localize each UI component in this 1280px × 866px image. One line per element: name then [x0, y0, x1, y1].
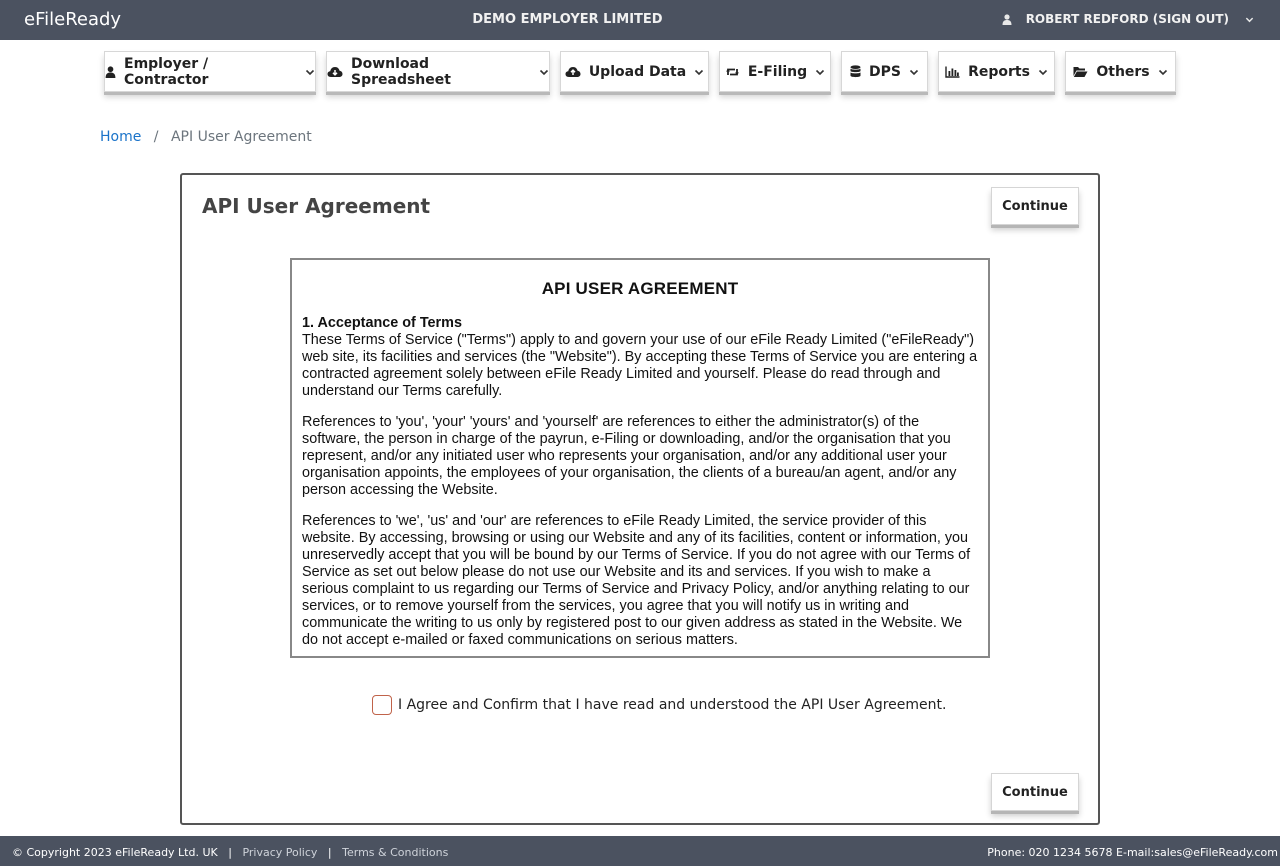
nav-label: DPS [869, 63, 901, 80]
folder-open-icon [1073, 66, 1088, 78]
breadcrumb-home-link[interactable]: Home [100, 129, 142, 145]
breadcrumb-separator: / [153, 129, 159, 145]
nav-label: Upload Data [588, 63, 687, 80]
nav-label: Download Spreadsheet [351, 55, 451, 88]
chevron-down-icon [1245, 15, 1254, 24]
user-menu[interactable] [1002, 12, 1254, 26]
brand-logo[interactable]: eFileReady [24, 9, 122, 30]
contact-info: Phone: 020 1234 5678 E-mail:sales@eFileReady.com [987, 846, 1278, 859]
footer-separator: | [228, 846, 232, 859]
chevron-down-icon [815, 67, 825, 77]
nav-reports[interactable] [938, 51, 1055, 92]
nav-dps[interactable] [841, 51, 928, 92]
continue-button-bottom[interactable]: Continue [991, 773, 1079, 811]
agreement-section-title: 1. Acceptance of Terms [302, 315, 462, 331]
database-icon [850, 65, 861, 78]
nav-label: Others [1096, 63, 1150, 80]
agreement-paragraph: These Terms of Service ("Terms") apply to and govern your use of our eFile Ready Limited ("eFileReady") web site, its facilities and services (the "Website"). By accepting these Terms of Service you are entering a contracted agreement solely between eFile Ready Limited and yourself. Please do read through and understand our Terms carefully. [302, 332, 978, 399]
chevron-down-icon [909, 67, 919, 77]
nav-others[interactable] [1065, 51, 1176, 92]
footer-left [12, 846, 448, 859]
retweet-icon [725, 66, 740, 78]
footer-separator: | [327, 846, 332, 859]
nav-employer-contractor[interactable] [104, 51, 316, 92]
continue-button-top[interactable]: Continue [991, 187, 1079, 225]
nav-label: E-Filing [747, 63, 808, 80]
chevron-down-icon [694, 67, 704, 77]
agreement-text-box[interactable] [290, 258, 990, 658]
agreement-heading: API USER AGREEMENT [541, 279, 739, 298]
terms-conditions-link[interactable]: Terms & Conditions [342, 846, 449, 859]
agree-confirm-row [372, 695, 946, 715]
nav-e-filing[interactable] [719, 51, 831, 92]
cloud-upload-icon [565, 66, 581, 78]
breadcrumb-current: API User Agreement [170, 129, 312, 145]
chevron-down-icon [1158, 67, 1168, 77]
chevron-down-icon [539, 67, 549, 77]
copyright-text: © Copyright 2023 eFileReady Ltd. UK [12, 846, 218, 859]
cloud-download-icon [327, 66, 343, 78]
agreement-paragraph: References to 'we', 'us' and 'our' are references to eFile Ready Limited, the service provider of this website. By accessing, browsing or using our Website and any of its facilities, content or information, you unreservedly accept that you will be bound by our Terms of Service. If you do not agree with our Terms of Service as set out below please do not use our Website and its and services. If you wish to make a serious complaint to us regarding our Terms of Service and Privacy Policy, and/or anything relating to our services, or to remove yourself from the services, you agree that you will notify us in writing and communicate the writing to us only by registered post to our given address as stated in the Website. We do not accept e-mailed or faxed communications on serious matters. [302, 513, 971, 648]
breadcrumb [100, 129, 312, 145]
page-title: API User Agreement [202, 194, 431, 218]
bar-chart-icon [945, 66, 960, 78]
privacy-policy-link[interactable]: Privacy Policy [242, 846, 318, 859]
nav-label: Employer / Contractor [124, 55, 209, 88]
chevron-down-icon [1038, 67, 1048, 77]
footer [0, 836, 1280, 866]
user-name-sign-out[interactable]: ROBERT REDFORD (SIGN OUT) [1025, 12, 1229, 26]
agree-checkbox-label[interactable]: I Agree and Confirm that I have read and understood the API User Agreement. [398, 697, 947, 713]
agreement-card [180, 173, 1100, 825]
chevron-down-icon [305, 67, 315, 77]
nav-label: Reports [968, 63, 1030, 80]
user-icon [1002, 14, 1012, 25]
nav-upload-data[interactable] [560, 51, 709, 92]
user-icon [105, 66, 116, 78]
agreement-paragraph: References to 'you', 'your' 'yours' and 'yourself' are references to either the administrator(s) of the software, the person in charge of the payrun, e-Filing or downloading, and/or the organisation that you represent, and/or any initiated user who represents your organisation, and/or any additional user your organisation appoints, the employees of your organisation, the clients of a bureau/an agent, and/or any person accessing the Website. [302, 414, 957, 498]
agree-checkbox[interactable] [372, 695, 392, 715]
main-nav [0, 51, 1280, 93]
top-bar [0, 0, 1280, 40]
employer-name: DEMO EMPLOYER LIMITED [472, 12, 663, 27]
nav-download-spreadsheet[interactable] [326, 51, 550, 92]
